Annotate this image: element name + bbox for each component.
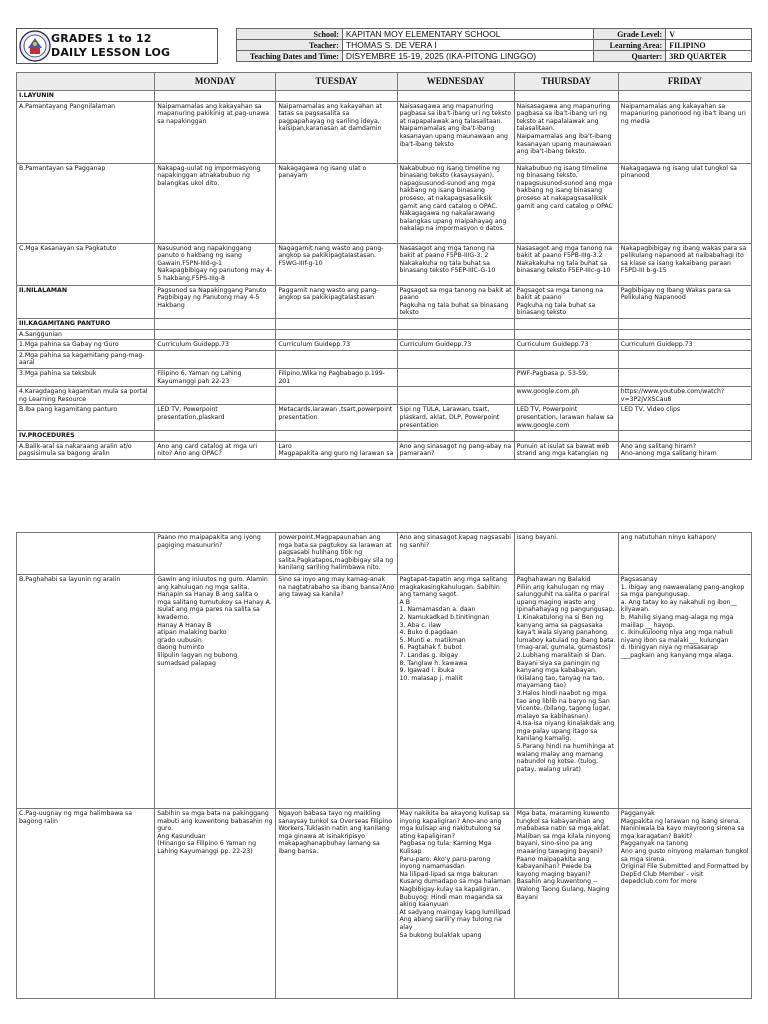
cell-monday: Pagsunod sa Napakinggang Panuto Pagbibigay ng Panutong may 4-5 Hakbang: [155, 285, 276, 318]
cell-monday: Sabihin sa mga bata na pakinggang mabuti ang kuwentong babasahin ng guro. Ang Kasunduan (Hinango sa Filipino 6 Yaman ng Lahing Kayumanggi pp. 22-23): [155, 809, 276, 999]
cell-wednesday: Pagsagot sa mga tanong na bakit at paano Pagkuha ng tala buhat sa binasang teksto: [397, 285, 514, 318]
cell-tuesday: Laro Magpapakita ang guro ng larawan sa: [276, 441, 397, 459]
cell-wednesday: [397, 431, 514, 442]
cell-wednesday: Ano ang sinasagot ng pang-abay na pamaraan?: [397, 441, 514, 459]
cell-monday: Curriculum Guidepp.73: [155, 340, 276, 351]
grade-label: Grade Level:: [594, 29, 666, 40]
cell-monday: LED TV, Powerpoint presentation,plaskard: [155, 405, 276, 431]
row-label: B.Iba pang kagamitang panturo: [17, 405, 155, 431]
dates-value: DISYEMBRE 15-19, 2025 (IKA-PITONG LINGGO): [342, 51, 593, 62]
cell-thursday: isang bayani.: [514, 533, 618, 575]
day-header: WEDNESDAY: [397, 73, 514, 91]
cell-wednesday: Pagtapat-tapatin ang mga salitang magkakasingkahulugan. Sabihin ang tamang sagot. A B 1. Namamasdan a. daan 2. Namukadkad b.tinitingnan 3. Aba c. ilaw 4. Buko d.pagdaan 5. Munti e. matikman 6. Pagtahak f. bubot 7. Landas g. ibigay 8. Tanglaw h. kawawa 9. Igawad i. ibuka 10. malasap j. maliit: [397, 575, 514, 809]
cell-thursday: LED TV, Powerpoint presentation, larawan halaw sa www.google.com: [514, 405, 618, 431]
cell-tuesday: Sino sa inyo ang may kamag-anak na nagtatrabaho sa ibang bansa?Ano ang tawag sa kanila?: [276, 575, 397, 809]
page-1-rows: [17, 91, 752, 460]
cell-wednesday: [397, 368, 514, 386]
cell-monday: [155, 329, 276, 340]
cell-friday: [618, 350, 751, 368]
corner-cell: [17, 73, 155, 91]
cell-tuesday: Filipino,Wika ng Pagbabago p.199-201: [276, 368, 397, 386]
cell-wednesday: May nakikita ba akayong kulisap sa inyong kapaligiran? Ano-ano ang mga kulisap ang nakitutulong sa ating kapaligiran? Pagbasa ng tula: Kaming Mga Kulisap Paru-paro: Ako'y paru-parong inyong namamasdan Na lilipad-lipad sa mga bakuran Kusang dumadapo sa mga halaman Nagbibigay-kulay sa kapaligiran. Bubuyog: Hindi man maganda sa aking kaanyuan At sadyang maingay kapg lumilipad Ang abang sarili'y may tulong na alay Sa bukong bulaklak upang: [397, 809, 514, 999]
cell-monday: Nakapag-uulat ng impormasyong napakinggan atnakabubuo ng balangkas ukol dito.: [155, 163, 276, 243]
cell-tuesday: Metacards,larawan ,tsart,powerpoint presentation: [276, 405, 397, 431]
cell-tuesday: powerpoint.Magpapaunahan ang mga bata sa pagtukoy sa larawan at pagsasabi hulihang titik ng salita.Pagkatapos,magbibigay sila ng kanilang sariling halimbawa nito.: [276, 533, 397, 575]
teacher-value: THOMAS S. DE VERA I: [342, 40, 593, 51]
cell-tuesday: [276, 387, 397, 405]
cell-tuesday: Paggamit nang wasto ang pang-angkop sa pakikipagtalastasan: [276, 285, 397, 318]
table-row: [17, 441, 752, 459]
cell-thursday: Naisasagawa ang mapanuring pagbasa sa iba't-ibang uri ng teksto at napalalawak ang talasalitaan. Naipamamalas ang iba't-ibang kasanayan upang maunawaan ang iba't-ibang teksto.: [514, 101, 618, 163]
table-row: [17, 387, 752, 405]
quarter-value: 3RD QUARTER: [666, 51, 752, 62]
cell-friday: [618, 368, 751, 386]
day-header: TUESDAY: [276, 73, 397, 91]
cell-tuesday: Curriculum Guidepp.73: [276, 340, 397, 351]
day-header: THURSDAY: [514, 73, 618, 91]
cell-tuesday: [276, 91, 397, 102]
cell-thursday: Nasasagot ang mga tanong na bakit at paano F5PB-IIIg-3.2 Nakakakuha ng tala buhat sa binasang teksto F5EP-IIIc-g-10: [514, 243, 618, 285]
cell-monday: Gawin ang iniuutos ng guro. Alamin ang kahulugan ng mga salita. Hanapin sa Hanay B ang salita o mga salitang tumutukoy sa Hanay A. Isulat ang mga pares na salita sa kwaderno. Hanay A Hanay B atipan malaking barko grado uubusin daong huminto lilipulin lagyan ng bubong sumadsad palapag: [155, 575, 276, 809]
deped-seal-icon: [19, 30, 51, 62]
cell-monday: [155, 91, 276, 102]
cell-thursday: [514, 91, 618, 102]
cell-friday: [618, 91, 751, 102]
table-row: [17, 350, 752, 368]
cell-monday: Ano ang card catalog at mga uri nito? Ano ang OPAC?: [155, 441, 276, 459]
school-label: School:: [237, 29, 343, 40]
dates-label: Teaching Dates and Time:: [237, 51, 343, 62]
cell-friday: [618, 329, 751, 340]
cell-thursday: [514, 318, 618, 329]
log-header: [16, 28, 752, 64]
cell-friday: LED TV, Video clips: [618, 405, 751, 431]
cell-friday: Nakapagbibigay ng ibang wakas para sa pelikulang napanood at naibabahagi ito sa klase sa isang kakaibang paraan F5PD-III b-g-15: [618, 243, 751, 285]
table-row: [17, 285, 752, 318]
cell-monday: Filipino 6, Yaman ng Lahing Kayumanggi pah 22-23: [155, 368, 276, 386]
table-row: [17, 809, 752, 999]
cell-thursday: [514, 329, 618, 340]
row-label: III.KAGAMITANG PANTURO: [17, 318, 155, 329]
quarter-label: Quarter:: [594, 51, 666, 62]
row-label: A.Sanggunian: [17, 329, 155, 340]
row-label: A.Pamantayang Pangnilalaman: [17, 101, 155, 163]
document-title: [51, 32, 170, 60]
cell-wednesday: Sipi ng TULA, Larawan, tsart, plaskard, aklat, DLP, Powerpoint presentation: [397, 405, 514, 431]
cell-friday: Pagbibigay ng Ibang Wakas para sa Pelikulang Napanood: [618, 285, 751, 318]
cell-thursday: PWF-Pagbasa p. 53-59,: [514, 368, 618, 386]
row-label: 2.Mga pahina sa kagamitang pang-mag-aaral: [17, 350, 155, 368]
cell-thursday: Nakabubuo ng isang timeline ng binasang teksto, napagsusunod-sunod ang mga hakbang ng isang binasang proseso at nakapagsasaliksik gamit ang card catalog o OPAC: [514, 163, 618, 243]
cell-wednesday: [397, 91, 514, 102]
cell-friday: https://www.youtube.com/watch?v=3P2jVX5Cau8: [618, 387, 751, 405]
cell-thursday: [514, 350, 618, 368]
cell-friday: ang natutuhan ninyo kahapon/: [618, 533, 751, 575]
cell-monday: [155, 431, 276, 442]
row-label: IV.PROCEDURES: [17, 431, 155, 442]
cell-monday: Nasusunod ang napakinggang panuto o hakbang ng isang Gawain.F5PN-IIId-g-1 Nakapagbibigay ng panutong may 4-5 hakbang.F5PS-IIIg-8: [155, 243, 276, 285]
school-value: KAPITAN MOY ELEMENTARY SCHOOL: [342, 29, 593, 40]
cell-tuesday: Ngayon babasa tayo ng maikling sanaysay tunkol sa Overseas Filipino Workers.Tuklasin natin ang kanilang mga ginawa at isinakripisyo makapaghanapbuhay lamang sa ibang bansa.: [276, 809, 397, 999]
cell-tuesday: Nagagamit nang wasto ang pang-angkop sa pakikipagtalastasan. F5WG-IIIf-g-10: [276, 243, 397, 285]
table-row: [17, 101, 752, 163]
table-row: [17, 340, 752, 351]
day-header: FRIDAY: [618, 73, 751, 91]
cell-friday: Nakagagawa ng isang ulat tungkol sa pinanood: [618, 163, 751, 243]
cell-tuesday: [276, 318, 397, 329]
title-line-2: DAILY LESSON LOG: [51, 46, 171, 59]
row-label: A.Balik-aral sa nakaraang aralin at/o pagsisimula sa bagong aralin: [17, 441, 155, 459]
cell-friday: Curriculum Guidepp.73: [618, 340, 751, 351]
cell-thursday: Mga bata, maraming kuwento tungkol sa kabayanihan ang mababasa natin sa mga aklat. Maliban sa mga kilala ninyong bayani, sino-sino pa ang maaaring tawaging bayani? Paano maipapakita ang kabayanihan? Pwede ba kayong maging bayani? Basahin ang kuwentong -- Walong Taong Gulang, Naging Bayani: [514, 809, 618, 999]
cell-tuesday: [276, 329, 397, 340]
row-label: I.LAYUNIN: [17, 91, 155, 102]
cell-friday: [618, 431, 751, 442]
row-label: 4.Karagdagang kagamitan mula sa portal ng Learning Resource: [17, 387, 155, 405]
cell-wednesday: Ano ang sinasagot kapag nagsasabi ng sanhi?: [397, 533, 514, 575]
cell-monday: [155, 350, 276, 368]
cell-friday: Pagganyak Magpakita ng larawan ng isang sirena. Naniniwala ba kayo mayroong sirena sa mga karagatan? Bakit? Pagganyak na tanong Ano ang gusto ninyong malaman tungkol sa mga sirena. Original File Submitted and Formatted by DepEd Club Member - visit depedclub.com for more: [618, 809, 751, 999]
row-label: C.Mga Kasanayan sa Pagkatuto: [17, 243, 155, 285]
table-row: [17, 243, 752, 285]
row-label: B.Pamantayan sa Pagganap: [17, 163, 155, 243]
cell-thursday: Pagsagot sa mga tanong na bakit at paano Pagkuha ng tala buhat sa binasang teksto: [514, 285, 618, 318]
cell-thursday: [514, 431, 618, 442]
page-2-rows: [17, 533, 752, 999]
meta-table: [236, 28, 752, 62]
cell-friday: [618, 318, 751, 329]
cell-wednesday: [397, 350, 514, 368]
cell-friday: Pagsasanay 1. Ibigay ang nawawalang pang-angkop sa mga pangungusap. a. Ang tatay ko ay nakahuli ng ibon__ kilyawan. b. Mahilig siyang mag-alaga ng mga maiilap __ hayop. c. Ikinukuloong niya ang mga nahuli niyang ibon sa malaki___ kulungan d. Ibinigyan niya ng masasarap ___pagkain ang kanyang mga alaga.: [618, 575, 751, 809]
area-value: FILIPINO: [666, 40, 752, 51]
cell-thursday: Curriculum Guidepp.73: [514, 340, 618, 351]
row-label: 3.Mga pahina sa teksbuk: [17, 368, 155, 386]
table-row: [17, 533, 752, 575]
row-label: C.Pag-uugnay ng mga halimbawa sa bagong ralin: [17, 809, 155, 999]
title-line-1: GRADES 1 to 12: [51, 32, 152, 45]
cell-monday: [155, 387, 276, 405]
table-row: [17, 318, 752, 329]
day-header: MONDAY: [155, 73, 276, 91]
cell-wednesday: Naisasagawa ang mapanuring pagbasa sa iba't-ibang uri ng teksto at napapalawak ang talasalitaan. Naipamamalas ang iba't-ibang kasanayan upang maunawaan ang iba't-ibang teksto: [397, 101, 514, 163]
cell-tuesday: [276, 350, 397, 368]
cell-friday: Naipamamalas ang kakayahan sa mapanuring panonood ng iba't ibang uri ng media: [618, 101, 751, 163]
cell-tuesday: Nakagagawa ng isang ulat o panayam: [276, 163, 397, 243]
cell-wednesday: [397, 329, 514, 340]
lesson-table-page-2: [16, 532, 752, 999]
table-row: [17, 329, 752, 340]
table-row: [17, 91, 752, 102]
cell-thursday: Punuin at isulat sa bawat web strand ang mga katangian ng: [514, 441, 618, 459]
cell-monday: [155, 318, 276, 329]
cell-wednesday: Nakabubuo ng isang timeline ng binasang teksto (kasaysayan), napagsusunod-sunod ang mga hakbang ng isang binasang proseso, at nakapagsasaliksik gamit ang card catalog o OPAC. Nakagagawa ng nakalarawang balangkas upang maipahayag ang nakalap na impormasyon o datos.: [397, 163, 514, 243]
cell-monday: Naipamamalas ang kakayahan sa mapanuring pakikinig at pag-unawa sa napakinggan: [155, 101, 276, 163]
table-row: [17, 405, 752, 431]
teacher-label: Teacher:: [237, 40, 343, 51]
cell-wednesday: [397, 318, 514, 329]
cell-thursday: www.google.com.ph: [514, 387, 618, 405]
grade-value: V: [666, 29, 752, 40]
cell-monday: Paano mo maipapakita ang iyong pagiging masunurin?: [155, 533, 276, 575]
lesson-table-page-1: [16, 72, 752, 460]
table-row: [17, 368, 752, 386]
area-label: Learning Area:: [594, 40, 666, 51]
cell-friday: Ano ang salitang hiram? Ano-anong mga salitang hiram: [618, 441, 751, 459]
row-label: [17, 533, 155, 575]
cell-wednesday: [397, 387, 514, 405]
cell-tuesday: [276, 431, 397, 442]
row-label: B.Paghahabi sa layunin ng aralin: [17, 575, 155, 809]
row-label: 1.Mga pahina sa Gabay ng Guro: [17, 340, 155, 351]
cell-wednesday: Nasasagot ang mga tanong na bakit at paano F5PB-IIIG-3. 2 Nakakakuha ng tala buhat sa binasang teksto F5EP-IIIC-G-10: [397, 243, 514, 285]
cell-thursday: Paghahawan ng Balakid Piliin ang kahulugan ng may salungguhit na salita o pariral upang maging wasto ang ipinahahayag ng pangungusap. 1.Kinakatulong na si Ben ng kanyang ama sa pagsasaka kaya't wala siyang panahong lumaboy katulad ng ibang bata. (mag-aral, gumala, gumastos) 2.Lubhang maralitain si Dan. Bayani siya sa paningin ng kanyang mga kababayan. (kilalang tao, tanyag na tao, mayamang tao) 3.Halos hindi naabot ng mga tao ang liblib na baryo ng San Vicente. (bilang, tagong lugar, malayo sa kabihasnan) 4.Isa-isa niyang kinalakdak ang mga palay upang itago sa kanilang kamalig. 5.Parang hindi na humihinga at walang malay ang mamang nabundol ng kotse. (tulog, patay, walang ulirat): [514, 575, 618, 809]
table-row: [17, 431, 752, 442]
table-row: [17, 163, 752, 243]
cell-tuesday: Naipamamalas ang kakayahan at tatas sa pagsasalita sa pagpapahayag ng sariling ideya, kaisipan,karanasan at damdamin: [276, 101, 397, 163]
cell-wednesday: Curriculum Guidepp.73: [397, 340, 514, 351]
table-row: [17, 575, 752, 809]
row-label: II.NILALAMAN: [17, 285, 155, 318]
title-box: [16, 28, 218, 64]
